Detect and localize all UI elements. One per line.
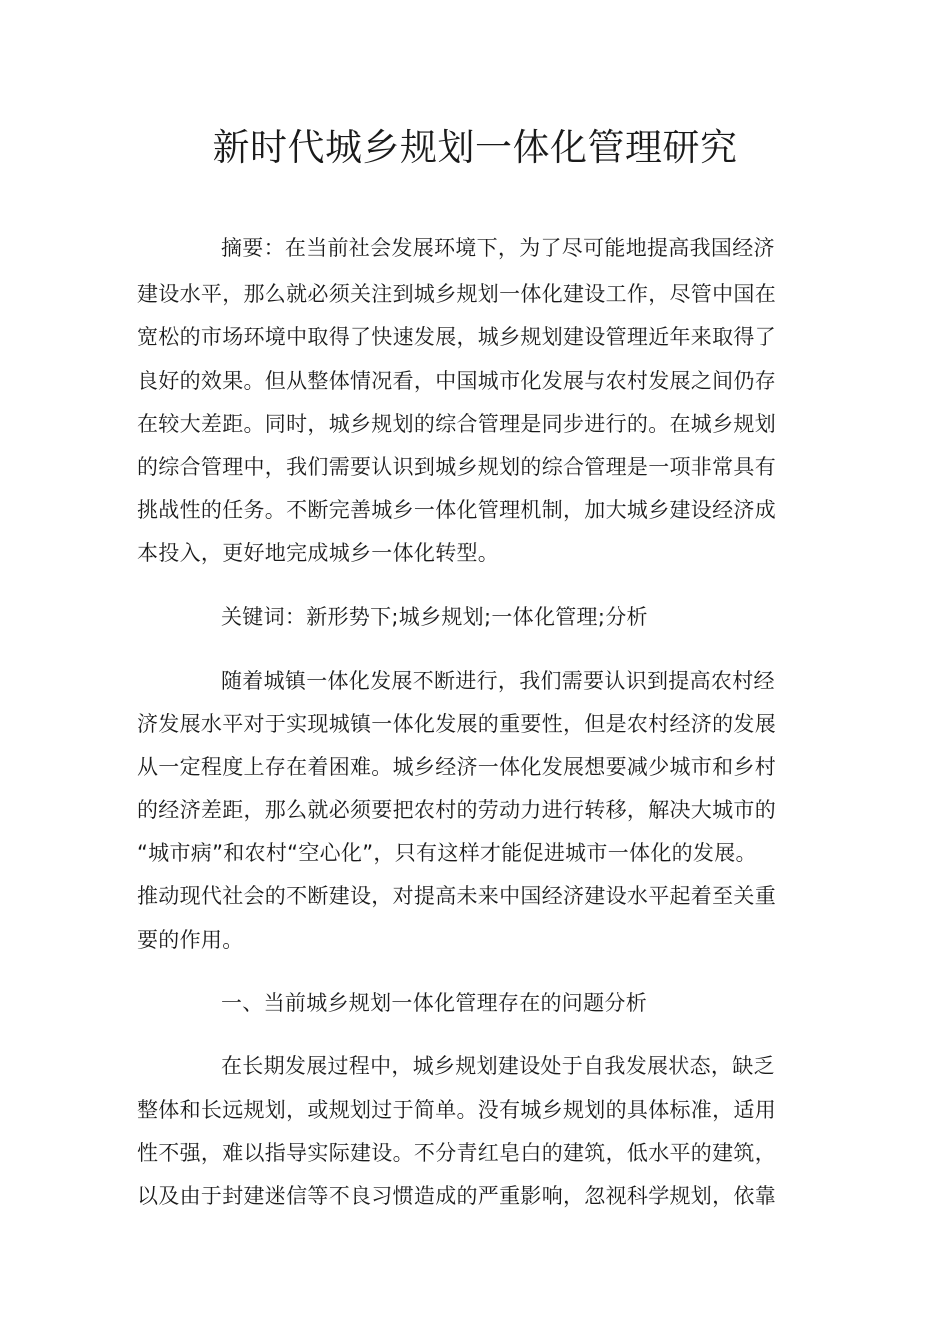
section-heading: 一、当前城乡规划一体化管理存在的问题分析 xyxy=(221,991,647,1015)
intro-line: “城市病”和农村“空心化”，只有这样才能促进城市一体化的发展。 xyxy=(137,841,757,865)
intro-line: 要的作用。 xyxy=(137,928,244,952)
abstract-line: 建设水平，那么就必须关注到城乡规划一体化建设工作，尽管中国在 xyxy=(137,282,776,306)
section1-line: 性不强，难以指导实际建设。不分青红皂白的建筑，低水平的建筑， xyxy=(137,1141,776,1165)
abstract-line: 的综合管理中，我们需要认识到城乡规划的综合管理是一项非常具有 xyxy=(137,455,776,479)
abstract-line: 良好的效果。但从整体情况看，中国城市化发展与农村发展之间仍存 xyxy=(137,369,776,393)
abstract-line: 在较大差距。同时，城乡规划的综合管理是同步进行的。在城乡规划 xyxy=(137,412,776,436)
abstract-line: 宽松的市场环境中取得了快速发展，城乡规划建设管理近年来取得了 xyxy=(137,325,776,349)
section1-line: 在长期发展过程中，城乡规划建设处于自我发展状态，缺乏 xyxy=(221,1054,775,1078)
intro-line: 的经济差距，那么就必须要把农村的劳动力进行转移，解决大城市的 xyxy=(137,798,776,822)
keywords-line: 关键词：新形势下;城乡规划;一体化管理;分析 xyxy=(221,605,648,629)
abstract-line: 摘要：在当前社会发展环境下，为了尽可能地提高我国经济 xyxy=(221,236,775,260)
abstract-line: 挑战性的任务。不断完善城乡一体化管理机制，加大城乡建设经济成 xyxy=(137,498,776,522)
section1-line: 整体和长远规划，或规划过于简单。没有城乡规划的具体标准，适用 xyxy=(137,1098,776,1122)
document-title: 新时代城乡规划一体化管理研究 xyxy=(212,126,738,169)
abstract-line: 本投入，更好地完成城乡一体化转型。 xyxy=(137,541,500,565)
section1-line: 以及由于封建迷信等不良习惯造成的严重影响，忽视科学规划，依靠 xyxy=(137,1184,776,1208)
intro-line: 从一定程度上存在着困难。城乡经济一体化发展想要减少城市和乡村 xyxy=(137,755,776,779)
intro-line: 推动现代社会的不断建设，对提高未来中国经济建设水平起着至关重 xyxy=(137,884,776,908)
intro-line: 随着城镇一体化发展不断进行，我们需要认识到提高农村经 xyxy=(221,669,775,693)
intro-line: 济发展水平对于实现城镇一体化发展的重要性，但是农村经济的发展 xyxy=(137,712,776,736)
